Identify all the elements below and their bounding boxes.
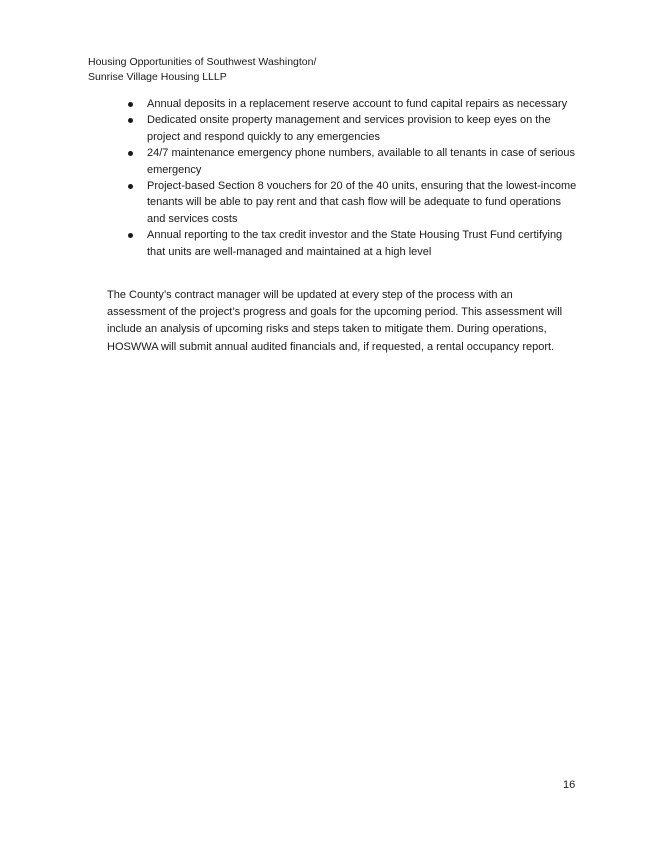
list-item-text: Project-based Section 8 vouchers for 20 of the 40 units, ensuring that the lowest-income tenants will be able to pay rent and that cash flow will be adequate to fund operations and services costs [147,180,577,225]
header-line-organization: Housing Opportunities of Southwest Washington/ [88,56,317,68]
bullet-icon [128,151,133,156]
list-item-text: Annual deposits in a replacement reserve account to fund capital repairs as necessary [147,98,568,110]
bullet-list [128,96,580,260]
bullet-icon [128,102,133,107]
running-header [88,55,316,85]
list-item-text: Annual reporting to the tax credit investor and the State Housing Trust Fund certifying that units are well-managed and maintained at a high level [147,229,563,258]
list-item [128,178,580,227]
list-item-text: Dedicated onsite property management and services provision to keep eyes on the project and respond quickly to any emergencies [147,114,551,143]
bullet-icon [128,233,133,238]
bullet-icon [128,184,133,189]
body-paragraph: The County’s contract manager will be updated at every step of the process with an assessment of the project’s progress and goals for the upcoming period. This assessment will include an analysis of upcoming risks and steps taken to mitigate them. During operations, HOSWWA will submit annual audited financials and, if requested, a rental occupancy report. [107,289,563,353]
page-number: 16 [563,779,576,791]
list-item [128,145,580,178]
header-line-project: Sunrise Village Housing LLLP [88,71,227,83]
list-item-text: 24/7 maintenance emergency phone numbers, available to all tenants in case of serious emergency [147,147,576,176]
list-item [128,96,580,112]
bullet-icon [128,118,133,123]
list-item [128,227,580,260]
list-item [128,112,580,145]
